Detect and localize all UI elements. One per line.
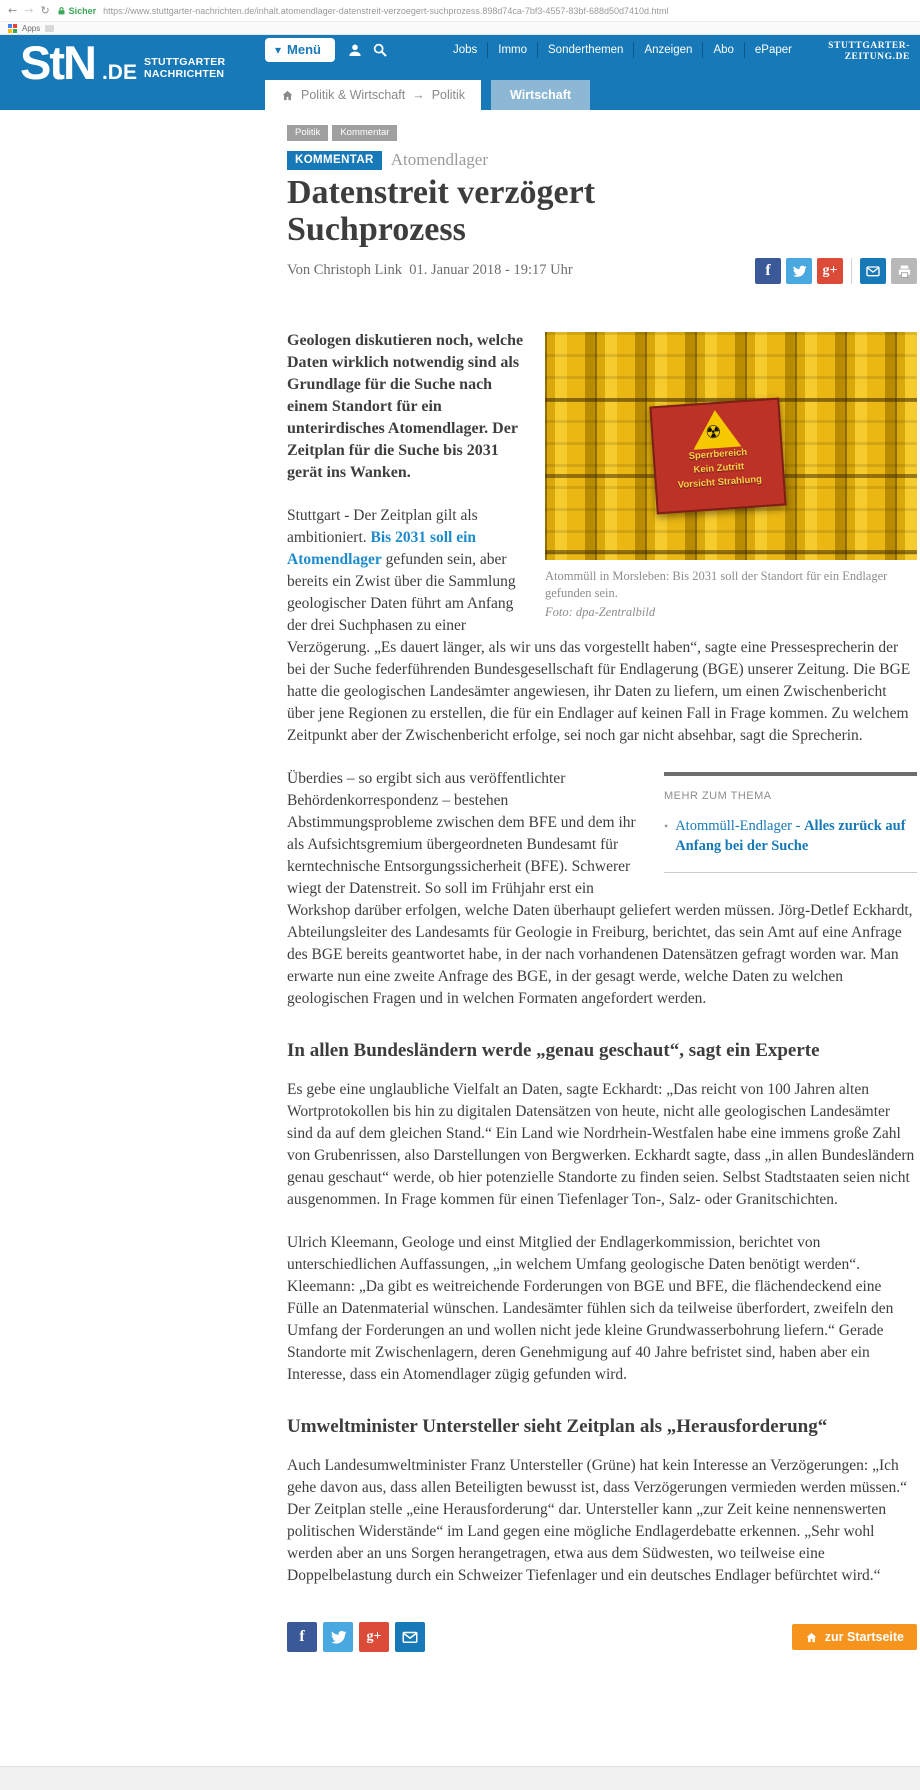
nav-item-jobs[interactable]: Jobs	[452, 44, 478, 56]
sign-line: Kein Zutritt	[693, 461, 745, 476]
paragraph-6: Auch Landesumweltminister Franz Untersteller (Grüne) hat kein Interesse an Verzögerungen: „Ich gehe davon aus, dass allen Beteiligten bewusst ist, dass Verzögerungen vermieden werden müssen.“ Der Zeitplan stelle „eine Herausforderung“ dar. Untersteller kann „zur Zeit keine nennenswerten politischen Widerstände“ im Land gegen eine mögliche Endlagerdebatte erkennen. „Sehr wohl werden aber an uns Sorgen herangetragen, etwa aus dem Südwesten, wo teilweise eine Doppelbelastung durch ein Schweizer Tiefenlager und ein deutsches Endlager befürchtet wird.“	[287, 1457, 907, 1585]
lock-icon	[57, 6, 66, 16]
paragraph-text: gefunden sein, aber bereits ein Zwist über die Sammlung geologischer Daten führt am Anfang der drei Suchphasen zu einer Verzögerung. „Es dauert länger, als wir uns das vorgestellt haben“, sagte eine Pressesprecherin der bei der Suche federführenden Bundesgesellschaft für Endlagerung (BGE) unserer Zeitung. Die BGE hatte die geologischen Landesämter angewiesen, ihr Daten zu liefern, um einen Zwischenbericht über jene Regionen zu erstellen, die für ein Endlager auf keinen Fall in Frage kommen. Zu welchem Zeitpunkt aber der Zwischenbericht erfolge, sei noch gar nicht absehbar, sagt die Sprecherin.	[287, 551, 911, 745]
article-figure	[545, 332, 917, 621]
tag-kommentar[interactable]: Kommentar	[332, 125, 397, 141]
print-icon	[897, 264, 912, 279]
radiation-warning-sign	[649, 398, 786, 515]
section-tabs	[265, 80, 590, 110]
breadcrumb-arrow-icon: →	[412, 88, 425, 102]
inline-article-link[interactable]: Bis 2031 soll ein Atomendlager	[287, 529, 477, 569]
facebook-icon: f	[299, 1628, 305, 1646]
kicker	[287, 150, 917, 170]
bookmarks-bar	[0, 22, 920, 35]
menu-button[interactable]	[265, 38, 335, 62]
menu-label: Menü	[287, 42, 321, 57]
twitter-share-button[interactable]	[323, 1622, 353, 1652]
related-article-link[interactable]: Atommüll-Endlager - Alles zurück auf Anfang bei der Suche	[675, 818, 906, 854]
sign-line: Vorsicht Strahlung	[677, 473, 763, 491]
related-label: MEHR ZUM THEMA	[664, 790, 772, 803]
secure-label: Sicher	[68, 5, 97, 16]
twitter-icon	[792, 264, 807, 279]
breadcrumb-section[interactable]: Politik & Wirtschaft	[301, 88, 406, 102]
back-to-homepage-button[interactable]	[792, 1624, 917, 1650]
email-share-button[interactable]	[860, 258, 886, 284]
warning-triangle	[691, 409, 742, 450]
related-topics-box	[664, 772, 917, 873]
nav-item-anzeigen[interactable]: Anzeigen	[633, 42, 702, 58]
home-icon[interactable]	[281, 89, 294, 102]
photo-caption	[545, 568, 917, 621]
sister-brand-link[interactable]: STUTTGARTER- ZEITUNG.DE	[828, 41, 910, 63]
breadcrumb	[265, 80, 481, 110]
caption-text: Atommüll in Morsleben: Bis 2031 soll der Standort für ein Endlager gefunden sein.	[545, 569, 888, 600]
bookmark-folder-icon[interactable]	[45, 25, 54, 32]
stn-logo[interactable]	[20, 36, 226, 89]
address-bar-row	[0, 0, 920, 22]
article-body	[287, 330, 917, 1608]
paragraph-4: Es gebe eine unglaubliche Vielfalt an Daten, sagte Eckhardt: „Das reicht von 100 Jahren alten Wortprotokollen bis hin zu digitalen Datensätzen von heute, nicht alle geologischen Landesämter sind da auf dem gleichen Stand.“ Ein Land wie Nordrhein-Westfalen habe eine immens große Zahl von Grubenrissen, also Darstellungen von Bergwerken. Eckhardt sagte, dass „in allen Bundesländern genau geschaut“ werde, ob hier potenzielle Standorte zu finden seien. Selbst Stadtstaaten seien nicht ausgenommen. In Frage kommen für einen Tiefenlager Ton-, Salz- oder Granitschichten.	[287, 1081, 915, 1209]
photo-credit: Foto: dpa-Zentralbild	[545, 604, 656, 619]
nav-item-sonderthemen[interactable]: Sonderthemen	[537, 42, 633, 58]
reload-icon[interactable]: ↻	[40, 4, 50, 17]
email-share-button[interactable]	[395, 1622, 425, 1652]
subheading-experte: In allen Bundesländern werde „genau geschaut“, sagt ein Experte	[287, 1040, 820, 1062]
back-icon[interactable]: ←	[8, 4, 18, 17]
article-footer-row	[287, 1622, 917, 1652]
facebook-share-button[interactable]	[287, 1622, 317, 1652]
radiation-icon: ☢	[704, 421, 723, 444]
twitter-share-button[interactable]	[786, 258, 812, 284]
site-header	[0, 35, 920, 110]
share-buttons-top	[755, 258, 917, 284]
page-title: Datenstreit verzögert Suchprozess	[287, 174, 596, 249]
forward-icon[interactable]: →	[24, 4, 34, 17]
facebook-share-button[interactable]	[755, 258, 781, 284]
googleplus-icon: g+	[366, 1629, 382, 1645]
twitter-icon	[330, 1629, 347, 1646]
apps-grid-icon[interactable]	[8, 24, 17, 33]
bullet-icon: •	[664, 819, 669, 834]
apps-label[interactable]: Apps	[22, 23, 41, 33]
kommentar-badge: KOMMENTAR	[287, 151, 382, 170]
paragraph-5: Ulrich Kleemann, Geologe und einst Mitglied der Endlagerkommission, berichtet von unterschiedlichen Auffassungen, „in welchem Umfang geologische Daten benötigt werden“. Kleemann: „Da gibt es weitreichende Forderungen von BGE und BFE, die flächendeckend eine Fülle an Datenmaterial wünschen. Landesämter fühlen sich da teilweise überfordert, zweifeln den Umfang der Forderungen an und wollen nicht jede kleine Grundwasserbohrung liefern.“ Gerade Standorte mit Zwischenlagern, deren Genehmigung auf 40 Jahre befristet sind, haben aber ein Interesse, dass ein Atomendlager zügig gefunden wird.	[287, 1234, 894, 1384]
sign-line: Sperrbereich	[688, 447, 748, 463]
tag-list	[287, 125, 917, 141]
nav-item-immo[interactable]: Immo	[487, 42, 537, 58]
breadcrumb-subsection[interactable]: Politik	[431, 88, 466, 102]
logo-stn-text: StN	[20, 36, 95, 89]
byline-date: 01. Januar 2018 - 19:17 Uhr	[409, 262, 573, 279]
top-navigation	[443, 42, 802, 58]
mail-icon	[865, 263, 881, 279]
paragraph-3: Überdies – so ergibt sich aus veröffentlichter Behördenkorrespondenz – bestehen Abstimmungsprobleme zwischen dem BFE und dem ihr als Aufsichtsgremium übergeordneten Bundesamt für kerntechnische Entsorgungssicherheit (BFE). Schwerer wiegt der Datenstreit. So soll im Frühjahr erst ein Workshop darüber erfolgen, welche Daten überhaupt geliefert werden müssen. Jörg-Detlef Eckhardt, Abteilungsleiter des Landesamts für Geologie in Freiburg, berichtet, das sein Amt auf eine Anfrage des BGE bereits geantwortet habe, in der nach vorhandenen Datensätzen gefragt worden war. Man erwarte nun eine zweite Anfrage des BGE, in der gesagt werde, welche Daten zu welchen geologischen Fragen und in welchen Formaten angefordert werden.	[287, 770, 913, 1008]
subheading-minister: Umweltminister Untersteller sieht Zeitplan als „Herausforderung“	[287, 1416, 828, 1438]
article	[287, 125, 917, 1652]
share-buttons-bottom	[287, 1622, 425, 1652]
home-button-label: zur Startseite	[824, 1630, 904, 1645]
nav-item-epaper[interactable]: ePaper	[744, 42, 802, 58]
lead-paragraph: Geologen diskutieren noch, welche Daten wirklich notwendig sind als Grundlage für die Suche nach einem Standort für ein unterirdisches Atomendlager. Der Zeitplan für die Suche bis 2031 gerät ins Wanken.	[287, 332, 524, 482]
user-icon[interactable]	[347, 42, 363, 58]
googleplus-share-button[interactable]	[359, 1622, 389, 1652]
article-photo-barrels	[545, 332, 917, 560]
tab-wirtschaft[interactable]: Wirtschaft	[491, 80, 590, 110]
print-button[interactable]	[891, 258, 917, 284]
page-footer	[0, 1766, 920, 1790]
byline-author: Von Christoph Link	[287, 262, 402, 279]
security-indicator[interactable]	[57, 6, 97, 16]
mail-icon	[401, 1628, 419, 1646]
home-icon	[805, 1631, 818, 1644]
related-item	[664, 817, 917, 856]
googleplus-icon: g+	[822, 263, 838, 279]
paragraph-text: Stuttgart - Der Zeitplan gilt als ambitioniert.	[287, 507, 478, 547]
browser-chrome	[0, 0, 920, 35]
chevron-down-icon: ▾	[275, 42, 282, 57]
search-icon[interactable]	[372, 42, 388, 58]
byline-row	[287, 258, 917, 286]
url-field[interactable]: https://www.stuttgarter-nachrichten.de/inhalt.atomendlager-datenstreit-verzoegert-suchprozess.898d74ca-7bf3-4557-83bf-688d50d7410d.html	[103, 5, 669, 16]
nav-item-abo[interactable]: Abo	[702, 42, 743, 58]
tag-politik[interactable]: Politik	[287, 125, 328, 141]
logo-de-text: .DE	[101, 60, 137, 84]
facebook-icon: f	[765, 262, 771, 280]
logo-subtitle: STUTTGARTER NACHRICHTEN	[143, 56, 226, 80]
share-divider	[851, 258, 852, 284]
googleplus-share-button[interactable]	[817, 258, 843, 284]
kicker-topic: Atomendlager	[390, 150, 489, 169]
